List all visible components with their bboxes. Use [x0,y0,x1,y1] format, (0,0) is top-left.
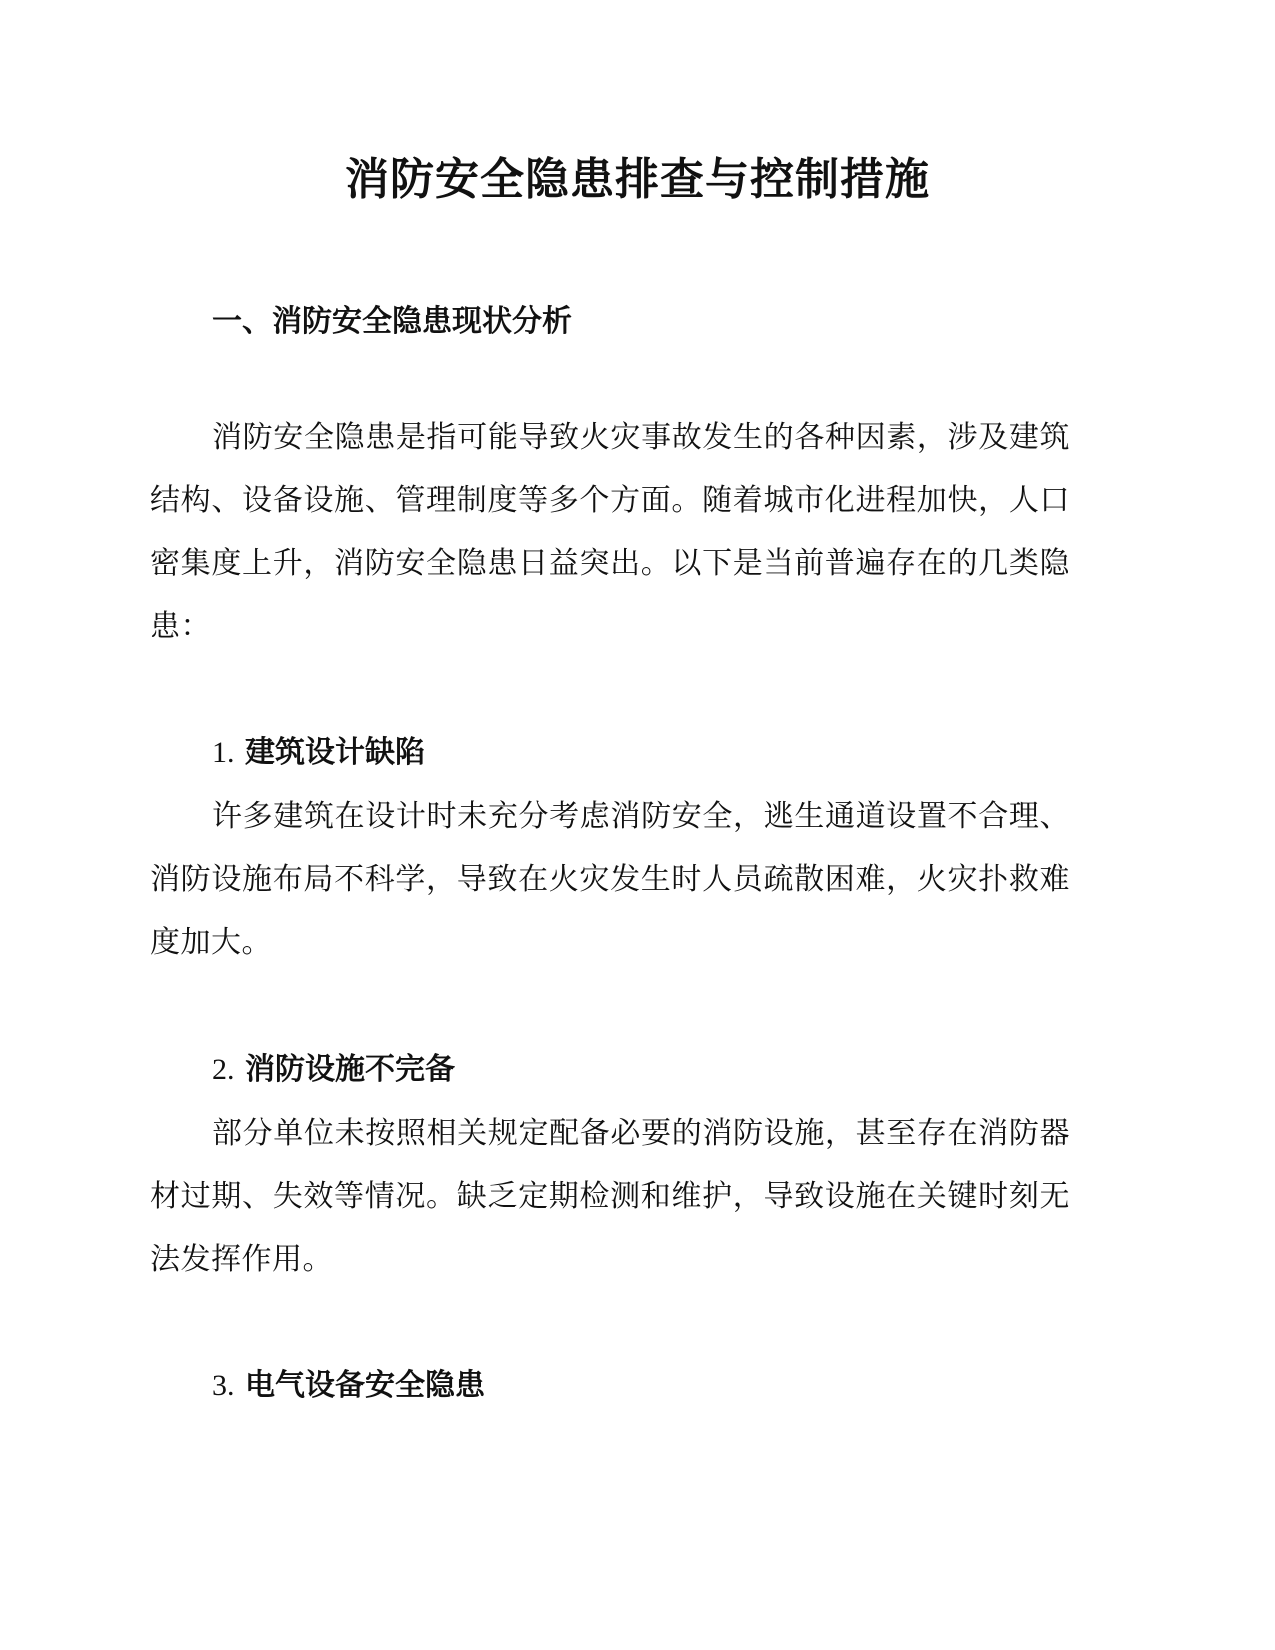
intro-paragraph: 消防安全隐患是指可能导致火灾事故发生的各种因素，涉及建筑结构、设备设施、管理制度等多个方面。随着城市化进程加快，人口密集度上升，消防安全隐患日益突出。以下是当前普遍存在的几类隐患： [150,420,1070,644]
item-1-number: 1. [212,736,235,769]
document-title: 消防安全隐患排查与控制措施 [345,154,930,205]
item-2-heading [212,1048,455,1092]
item-2-title: 消防设施不完备 [244,1052,455,1087]
item-2-number: 2. [212,1053,235,1086]
section-heading: 一、消防安全隐患现状分析 [212,304,572,339]
item-1-heading [212,731,425,775]
item-3-heading [212,1364,485,1408]
item-1-body: 许多建筑在设计时未充分考虑消防安全，逃生通道设置不合理、消防设施布局不科学，导致在火灾发生时人员疏散困难，火灾扑救难度加大。 [150,799,1070,960]
item-1-title: 建筑设计缺陷 [244,735,425,770]
item-3-number: 3. [212,1369,235,1402]
item-3-title: 电气设备安全隐患 [244,1368,485,1403]
item-2-body: 部分单位未按照相关规定配备必要的消防设施，甚至存在消防器材过期、失效等情况。缺乏定期检测和维护，导致设施在关键时刻无法发挥作用。 [150,1116,1070,1277]
